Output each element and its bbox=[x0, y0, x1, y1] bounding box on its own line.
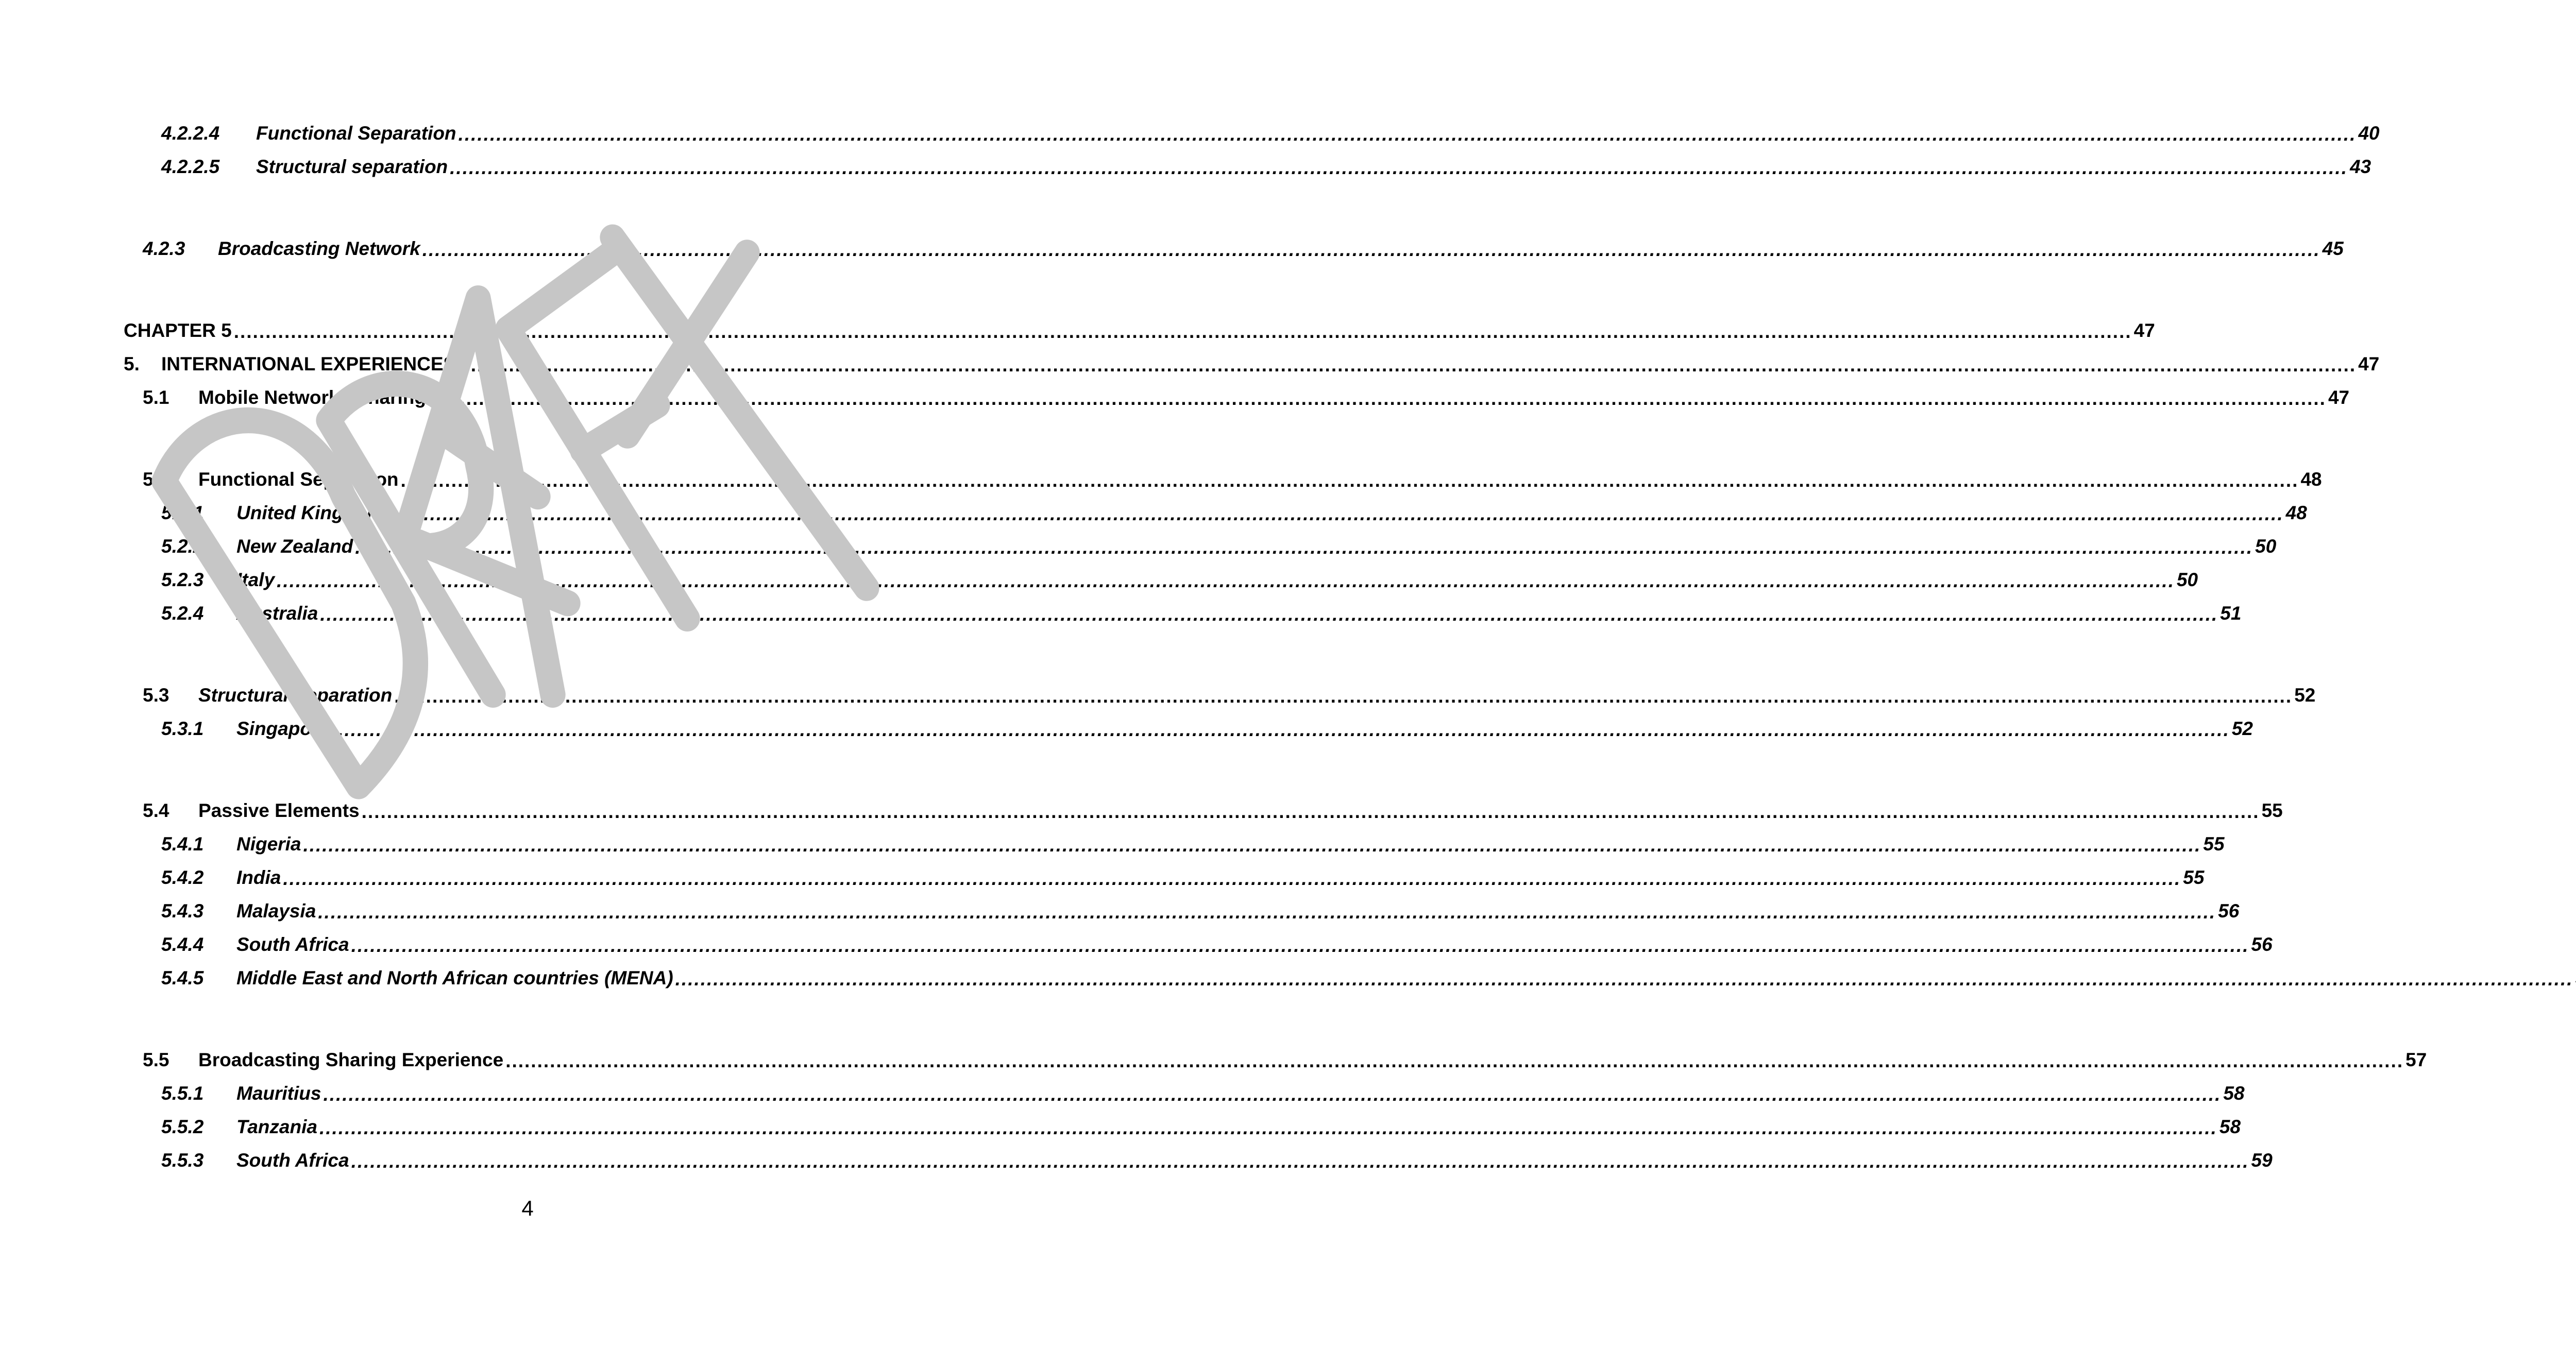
toc-entry[interactable] bbox=[161, 831, 2225, 858]
toc-entry-page: 51 bbox=[2220, 603, 2242, 624]
toc-entry[interactable] bbox=[124, 317, 2155, 344]
dot-leader: ............................................................................................................................................................................................................................................................................................................ bbox=[351, 935, 2249, 956]
toc-entry-page: 52 bbox=[2231, 718, 2253, 739]
toc-entry-number: 5.5.1 bbox=[161, 1083, 204, 1104]
toc-entry-title: Structural Separation bbox=[198, 685, 393, 706]
toc-entry-title: United Kingdom bbox=[236, 502, 384, 523]
page-number: 4 bbox=[521, 1196, 534, 1220]
dot-leader: ............................................................................................................................................................................................................................................................................................................ bbox=[450, 157, 2348, 178]
toc-entry-page: 58 bbox=[2219, 1116, 2241, 1137]
toc-entry[interactable] bbox=[124, 351, 2380, 378]
toc-entry-number: 5.2.1 bbox=[161, 502, 204, 523]
toc-entry[interactable] bbox=[161, 120, 2380, 147]
toc-entry-title: Middle East and North African countries (MENA) bbox=[236, 967, 673, 988]
toc-entry-number: 5.2.4 bbox=[161, 603, 204, 624]
dot-leader: ............................................................................................................................................................................................................................................................................................................ bbox=[323, 1084, 2222, 1105]
toc-entry-number: 5.4.1 bbox=[161, 833, 204, 855]
dot-leader: ............................................................................................................................................................................................................................................................................................................ bbox=[331, 719, 2230, 740]
toc-entry-title: Broadcasting Network bbox=[218, 238, 420, 259]
dot-leader: ............................................................................................................................................................................................................................................................................................................ bbox=[458, 124, 2357, 145]
toc-entry-page: 58 bbox=[2223, 1083, 2245, 1104]
toc-entry[interactable] bbox=[143, 384, 2350, 411]
toc-entry[interactable] bbox=[161, 533, 2277, 560]
toc-entry[interactable] bbox=[161, 715, 2253, 742]
dot-leader: ............................................................................................................................................................................................................................................................................................................ bbox=[458, 354, 2357, 376]
toc-entry[interactable] bbox=[143, 1047, 2427, 1073]
toc-entry-number: 5.2.3 bbox=[161, 569, 204, 590]
toc-entry-title: Singapore bbox=[236, 718, 330, 739]
toc-entry-page: 47 bbox=[2133, 320, 2155, 341]
toc-entry-page: 48 bbox=[2285, 502, 2307, 523]
toc-entry-page: 56 bbox=[2218, 900, 2240, 922]
dot-leader: ............................................................................................................................................................................................................................................................................................................ bbox=[283, 868, 2181, 889]
toc-entry[interactable] bbox=[161, 1114, 2241, 1140]
dot-leader: ............................................................................................................................................................................................................................................................................................................ bbox=[351, 1151, 2249, 1172]
toc-entry-title: Mauritius bbox=[236, 1083, 321, 1104]
toc-entry-page: 57 bbox=[2405, 1049, 2427, 1070]
toc-entry-page: 56 bbox=[2251, 934, 2273, 955]
toc-entry[interactable] bbox=[143, 466, 2322, 493]
toc-entry-page: 45 bbox=[2322, 238, 2344, 259]
toc-entry[interactable] bbox=[161, 931, 2273, 958]
toc-entry-number: 5.4.3 bbox=[161, 900, 204, 922]
toc-entry[interactable] bbox=[143, 235, 2344, 262]
dot-leader: ............................................................................................................................................................................................................................................................................................................ bbox=[385, 503, 2284, 524]
toc-entry-number: 5.4.4 bbox=[161, 934, 204, 955]
toc-entry-title: Structural separation bbox=[256, 156, 448, 177]
toc-entry-number: 5.4.2 bbox=[161, 867, 204, 888]
toc-entry-page: 55 bbox=[2183, 867, 2205, 888]
toc-entry[interactable] bbox=[161, 600, 2242, 627]
toc-entry-page: 48 bbox=[2300, 469, 2322, 490]
toc-entry-number: 4.2.3 bbox=[143, 238, 185, 259]
toc-entry-page: 50 bbox=[2176, 569, 2198, 590]
toc-entry-page: 59 bbox=[2251, 1150, 2273, 1171]
dot-leader: ............................................................................................................................................................................................................................................................................................................ bbox=[675, 968, 2573, 989]
toc-entry-title: South Africa bbox=[236, 1150, 349, 1171]
toc-entry-page: 52 bbox=[2294, 685, 2316, 706]
toc-entry[interactable] bbox=[161, 1147, 2273, 1174]
toc-entry-page: 40 bbox=[2358, 123, 2380, 144]
toc-entry-number: 4.2.2.5 bbox=[161, 156, 220, 177]
dot-leader: ............................................................................................................................................................................................................................................................................................................ bbox=[428, 388, 2326, 409]
dot-leader: ............................................................................................................................................................................................................................................................................................................ bbox=[505, 1050, 2404, 1071]
toc-entry-number: 5.5 bbox=[143, 1049, 170, 1070]
toc-entry-title: INTERNATIONAL EXPERIENCES bbox=[161, 353, 456, 374]
toc-entry-number: 5.5.3 bbox=[161, 1150, 204, 1171]
toc-entry-page: 55 bbox=[2261, 800, 2283, 821]
dot-leader: ............................................................................................................................................................................................................................................................................................................ bbox=[233, 321, 2132, 342]
toc-entry-number: 5.5.2 bbox=[161, 1116, 204, 1137]
toc-entry[interactable] bbox=[161, 898, 2240, 925]
dot-leader: ............................................................................................................................................................................................................................................................................................................ bbox=[318, 901, 2216, 923]
toc-entry-title: Mobile Networks Sharing bbox=[198, 387, 427, 408]
dot-leader: ............................................................................................................................................................................................................................................................................................................ bbox=[355, 537, 2253, 558]
toc-entry-page: 55 bbox=[2203, 833, 2225, 855]
toc-entry-number: 5.3.1 bbox=[161, 718, 204, 739]
toc-entry-number: 5.1 bbox=[143, 387, 170, 408]
toc-entry-page: 50 bbox=[2255, 536, 2277, 557]
toc-entry-title: Nigeria bbox=[236, 833, 301, 855]
toc-entry-title: Functional Separation bbox=[198, 469, 399, 490]
dot-leader: ............................................................................................................................................................................................................................................................................................................ bbox=[422, 239, 2320, 260]
dot-leader: ............................................................................................................................................................................................................................................................................................................ bbox=[400, 470, 2299, 491]
dot-leader: ............................................................................................................................................................................................................................................................................................................ bbox=[394, 686, 2293, 707]
toc-entry-page: 43 bbox=[2350, 156, 2371, 177]
toc-entry-title: Malaysia bbox=[236, 900, 316, 922]
toc-entry-title: Broadcasting Sharing Experience bbox=[198, 1049, 504, 1070]
dot-leader: ............................................................................................................................................................................................................................................................................................................ bbox=[361, 801, 2260, 822]
toc-entry-title: Australia bbox=[236, 603, 318, 624]
toc-entry-title: South Africa bbox=[236, 934, 349, 955]
toc-entry-number: 5. bbox=[124, 353, 140, 374]
toc-entry-title: Functional Separation bbox=[256, 123, 456, 144]
toc-entry-number: 4.2.2.4 bbox=[161, 123, 220, 144]
toc-entry[interactable] bbox=[161, 965, 2573, 992]
toc-entry-title: Passive Elements bbox=[198, 800, 360, 821]
toc-entry-title: CHAPTER 5 bbox=[124, 320, 232, 341]
toc-entry[interactable] bbox=[161, 864, 2205, 891]
toc-entry-number: 5.4.5 bbox=[161, 967, 204, 988]
toc-entry-number: 5.2.2 bbox=[161, 536, 204, 557]
toc-entry[interactable] bbox=[161, 567, 2198, 593]
dot-leader: ............................................................................................................................................................................................................................................................................................................ bbox=[303, 834, 2201, 856]
toc-entry-page: 47 bbox=[2328, 387, 2350, 408]
toc-entry[interactable] bbox=[143, 797, 2283, 824]
toc-entry[interactable] bbox=[161, 1080, 2245, 1107]
toc-entry-number: 5.3 bbox=[143, 685, 170, 706]
dot-leader: ............................................................................................................................................................................................................................................................................................................ bbox=[319, 1117, 2217, 1138]
toc-entry-number: 5.4 bbox=[143, 800, 170, 821]
toc-entry-number: 5.2 bbox=[143, 469, 170, 490]
toc-entry-title: New Zealand bbox=[236, 536, 353, 557]
toc-entry[interactable] bbox=[143, 682, 2316, 709]
toc-entry-page: 47 bbox=[2358, 353, 2380, 374]
toc-entry-title: Italy bbox=[236, 569, 275, 590]
toc-entry[interactable] bbox=[161, 500, 2307, 526]
dot-leader: ............................................................................................................................................................................................................................................................................................................ bbox=[320, 604, 2218, 625]
dot-leader: ............................................................................................................................................................................................................................................................................................................ bbox=[277, 570, 2175, 591]
toc-entry[interactable] bbox=[161, 153, 2371, 180]
toc-entry-title: India bbox=[236, 867, 281, 888]
toc-entry-title: Tanzania bbox=[236, 1116, 317, 1137]
